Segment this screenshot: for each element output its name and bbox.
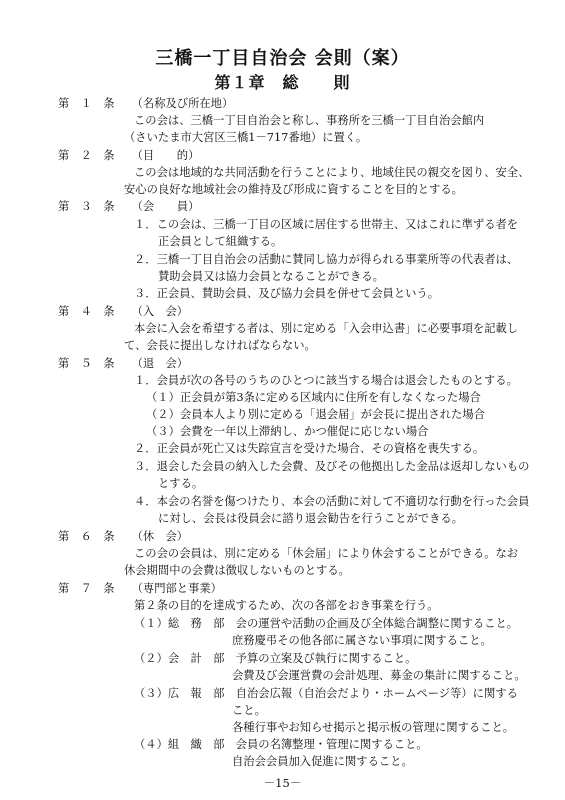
article-line: （２）会 計 部 予算の立案及び執行に関すること。 bbox=[134, 652, 417, 665]
article-line: 休会期間中の会費は徴収しないものとする。 bbox=[124, 564, 350, 577]
article-line: ２．正会員が死亡又は失踪宣言を受けた場合、その資格を喪失する。 bbox=[134, 442, 485, 455]
article-line: ３．正会員、賛助会員、及び協力会員を併せて会員という。 bbox=[134, 287, 440, 300]
article-number: 第 ３ 条 bbox=[58, 200, 115, 213]
article-line: この会の会員は、別に定める「休会届」により休会することができる。なお bbox=[134, 547, 519, 560]
article-line: この会は地域的な共同活動を行うことにより、地域住民の親交を図り、安全、 bbox=[134, 166, 530, 179]
article-number: 第 ６ 条 bbox=[58, 530, 115, 543]
article-6-header bbox=[58, 529, 188, 545]
article-line: （４）組 織 部 会員の名簿整理・管理に関すること。 bbox=[134, 738, 428, 751]
article-7-header bbox=[58, 581, 222, 597]
article-line: （１）総 務 部 会の運営や活動の企画及び全体総合調整に関すること。 bbox=[134, 617, 519, 630]
article-line: １．会員が次の各号のうちのひとつに該当する場合は退会したものとする。 bbox=[134, 374, 518, 387]
article-2-header bbox=[58, 148, 199, 164]
article-line: 正会員として組織する。 bbox=[158, 235, 283, 248]
article-line: （２）会員本人より別に定める「退会届」が会長に提出された場合 bbox=[146, 408, 485, 421]
document-title: 三橋一丁目自治会 会則（案） bbox=[155, 48, 410, 69]
article-heading: （休 会） bbox=[131, 530, 189, 543]
article-number: 第 １ 条 bbox=[58, 97, 115, 110]
article-3-header bbox=[58, 199, 199, 215]
article-line: とする。 bbox=[158, 477, 204, 490]
article-line: に対し、会長は役員会に諮り退会勧告を行うことができる。 bbox=[158, 512, 464, 525]
article-line: （３）広 報 部 自治会広報（自治会だより・ホームページ等）に関する bbox=[134, 687, 518, 700]
article-heading: （会 員） bbox=[131, 200, 200, 213]
article-number: 第 ７ 条 bbox=[58, 582, 115, 595]
article-number: 第 ５ 条 bbox=[58, 357, 115, 370]
article-5-header bbox=[58, 356, 188, 372]
article-4-header bbox=[58, 304, 188, 320]
page-number: －15－ bbox=[263, 776, 302, 790]
article-line: １．この会は、三橋一丁目の区域に居住する世帯主、又はこれに準ずる者を bbox=[134, 218, 519, 231]
article-line: 会費及び会運営費の会計処理、募金の集計に関すること。 bbox=[232, 669, 526, 682]
article-line: 第２条の目的を達成するため、次の各部をおき事業を行う。 bbox=[134, 599, 439, 612]
article-number: 第 ２ 条 bbox=[58, 149, 115, 162]
article-line: 安心の良好な地域社会の維持及び形成に資することを目的とする。 bbox=[124, 183, 463, 196]
article-1-header bbox=[58, 96, 233, 112]
article-line: 本会に入会を希望する者は、別に定める「入会申込書」に必要事項を記載し bbox=[134, 322, 519, 335]
article-heading: （専門部と事業） bbox=[131, 582, 222, 595]
article-line: 庶務慶弔その他各部に属さない事項に関すること。 bbox=[232, 634, 492, 647]
article-line: （さいたま市大宮区三橋1－717番地）に置く。 bbox=[124, 131, 368, 144]
article-line: ３．退会した会員の納入した会費、及びその他拠出した金品は返却しないもの bbox=[134, 460, 530, 473]
article-heading: （名称及び所在地） bbox=[131, 97, 234, 110]
article-line: （３）会費を一年以上滞納し、かつ催促に応じない場合 bbox=[146, 425, 429, 438]
article-line: ４．本会の名誉を傷つけたり、本会の活動に対して不適切な行動を行った会員 bbox=[134, 495, 530, 508]
article-heading: （入 会） bbox=[131, 305, 189, 318]
article-line: 賛助会員又は協力会員となることができる。 bbox=[158, 270, 384, 283]
article-line: （１）正会員が第3条に定める区域内に住所を有しなくなった場合 bbox=[146, 391, 481, 404]
article-line: て、会長に提出しなければならない。 bbox=[124, 339, 316, 352]
article-heading: （退 会） bbox=[131, 357, 189, 370]
article-line: 各種行事やお知らせ掲示と掲示板の管理に関すること。 bbox=[232, 721, 515, 734]
chapter-heading: 第１章 総 則 bbox=[214, 73, 351, 92]
article-line: 自治会会員加入促進に関すること。 bbox=[232, 755, 413, 768]
article-line: こと。 bbox=[232, 704, 266, 717]
article-heading: （目 的） bbox=[131, 149, 200, 162]
article-number: 第 ４ 条 bbox=[58, 305, 115, 318]
article-line: この会は、三橋一丁目自治会と称し、事務所を三橋一丁目自治会館内 bbox=[134, 114, 485, 127]
article-line: ２．三橋一丁目自治会の活動に賛同し協力が得られる事業所等の代表者は、 bbox=[134, 253, 519, 266]
